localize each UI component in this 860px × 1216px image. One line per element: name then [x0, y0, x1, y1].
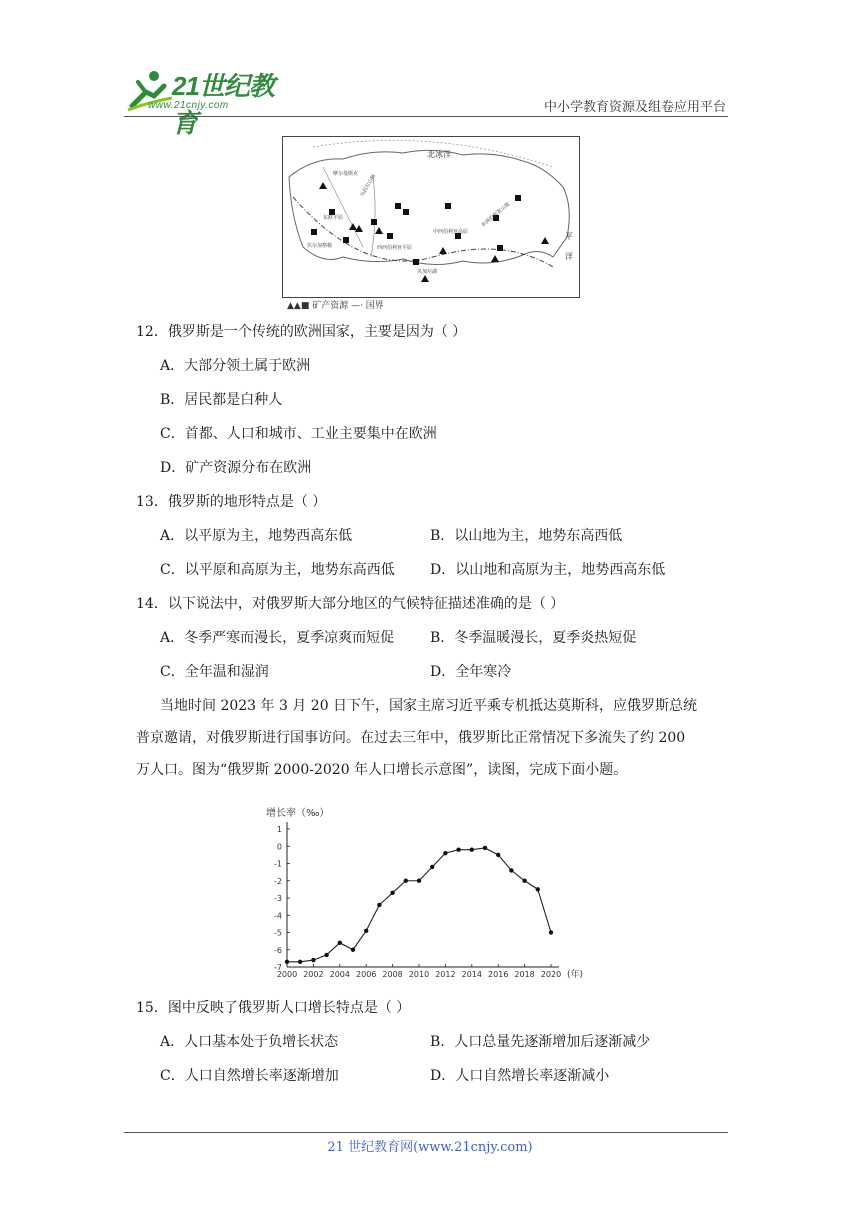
question-13-option-a: A．以平原为主，地势西高东低 — [160, 528, 353, 544]
logo-text: 21世纪教育 — [172, 71, 274, 138]
data-point — [443, 851, 447, 855]
x-tick-label: 2020 — [540, 970, 562, 979]
data-point — [483, 846, 487, 850]
x-tick-label: 2016 — [488, 970, 509, 979]
question-15-option-c: C．人口自然增长率逐渐增加 — [160, 1068, 339, 1084]
y-tick-label: 1 — [276, 825, 282, 834]
map-label-baikal: 贝加尔湖 — [417, 269, 438, 275]
y-tick-label: 0 — [276, 842, 282, 852]
question-13-stem: 13．俄罗斯的地形特点是（ ） — [136, 494, 327, 510]
data-point — [377, 903, 381, 907]
data-point — [549, 930, 553, 934]
question-15-option-d: D．人口自然增长率逐渐减小 — [430, 1068, 610, 1084]
footer-divider — [124, 1132, 728, 1133]
question-12-option-b: B．居民都是白种人 — [160, 392, 283, 408]
data-point — [298, 960, 302, 964]
x-tick-label: 2000 — [276, 970, 298, 979]
map-label-east-siberia: 东西伯利亚山地 — [480, 201, 512, 229]
x-tick-label: 2008 — [382, 970, 403, 979]
map-label-arctic: 北冰洋 — [427, 150, 451, 159]
x-axis-label: (年) — [567, 970, 584, 980]
data-point — [364, 929, 368, 933]
y-tick-label: -1 — [274, 859, 282, 869]
data-point — [285, 960, 289, 964]
platform-tagline: 中小学教育资源及组卷应用平台 — [543, 100, 726, 115]
x-tick-label: 2004 — [329, 970, 350, 979]
logo-url: www.21cnjy.com — [148, 100, 229, 111]
data-point — [536, 887, 540, 891]
question-14-option-c: C．全年温和湿润 — [160, 664, 269, 680]
russia-map-svg — [283, 137, 579, 297]
map-label-pacific-2: 洋 — [565, 252, 573, 261]
data-point — [338, 941, 342, 945]
y-axis-label: 增长率（‰） — [266, 808, 330, 819]
passage-line-3: 万人口。图为“俄罗斯 2000-2020 年人口增长示意图”，读图，完成下面小题。 — [136, 762, 628, 778]
data-point — [496, 853, 500, 857]
data-point — [324, 953, 328, 957]
population-growth-chart — [262, 804, 602, 982]
question-13-option-d: D．以山地和高原为主，地势西高东低 — [430, 562, 666, 578]
site-logo — [124, 66, 294, 138]
question-13-option-c: C．以平原和高原为主，地势东高西低 — [160, 562, 395, 578]
question-14-option-d: D．全年寒冷 — [430, 664, 512, 680]
data-point — [351, 948, 355, 952]
data-point — [522, 879, 526, 883]
mineral-triangle — [319, 182, 327, 189]
x-tick-label: 2012 — [435, 970, 456, 979]
y-tick-label: -2 — [274, 876, 282, 886]
question-12-stem: 12．俄罗斯是一个传统的欧洲国家，主要是因为（ ） — [136, 324, 467, 340]
question-15-stem: 15．图中反映了俄罗斯人口增长特点是（ ） — [136, 1000, 411, 1016]
data-point — [456, 848, 460, 852]
reading-passage — [136, 690, 735, 786]
footer-link[interactable]: 21 世纪教育网(www.21cnjy.com) — [327, 1140, 533, 1155]
growth-rate-line — [287, 848, 551, 962]
x-tick-label: 2006 — [356, 970, 377, 979]
passage-line-1: 当地时间 2023 年 3 月 20 日下午，国家主席习近平乘专机抵达莫斯科，应俄罗斯总统 — [160, 698, 698, 714]
map-label-central-siberia: 中西伯利亚高原 — [433, 229, 469, 235]
question-12-option-c: C．首都、人口和城市、工业主要集中在欧洲 — [160, 426, 437, 442]
data-point — [311, 958, 315, 962]
question-14-option-a: A．冬季严寒而漫长，夏季凉爽而短促 — [160, 630, 395, 646]
y-tick-label: -5 — [274, 928, 282, 938]
data-point — [390, 891, 394, 895]
x-tick-label: 2014 — [461, 970, 482, 979]
question-12-option-a: A．大部分领土属于欧洲 — [160, 358, 311, 374]
question-15-option-a: A．人口基本处于负增长状态 — [160, 1034, 339, 1050]
question-15-option-b: B．人口总量先逐渐增加后逐渐减少 — [430, 1034, 651, 1050]
y-tick-label: -3 — [274, 894, 282, 903]
question-12-option-d: D．矿产资源分布在欧洲 — [160, 460, 312, 476]
map-label-east-europe: 东欧平原 — [323, 215, 344, 221]
map-label-west-siberia: 西西伯利亚平原 — [377, 245, 413, 251]
y-tick-label: -6 — [274, 945, 282, 955]
question-13-option-b: B．以山地为主，地势东高西低 — [430, 528, 623, 544]
map-label-ural: 乌拉尔山脉 — [359, 173, 378, 198]
map-label-murmansk: 摩尔曼斯克 — [333, 171, 359, 177]
y-tick-label: -4 — [274, 911, 282, 921]
map-label-volga: 伏尔加格勒 — [307, 243, 333, 249]
data-point — [417, 879, 421, 883]
question-14-option-b: B．冬季温暖漫长，夏季炎热短促 — [430, 630, 637, 646]
x-tick-label: 2018 — [514, 970, 535, 979]
x-tick-label: 2010 — [408, 970, 430, 979]
map-legend: ▲▲■ 矿产资源 —· 国界 — [287, 301, 384, 311]
y-tick-label: -7 — [274, 963, 282, 972]
data-point — [509, 868, 513, 872]
population-growth-chart-svg — [262, 804, 602, 982]
map-label-pacific-1: 平 — [565, 232, 573, 241]
data-point — [470, 848, 474, 852]
header-divider — [124, 116, 728, 117]
data-point — [430, 865, 434, 869]
data-point — [404, 879, 408, 883]
x-tick-label: 2002 — [303, 970, 324, 979]
passage-line-2: 普京邀请，对俄罗斯进行国事访问。在过去三年中，俄罗斯比正常情况下多流失了约 200 — [136, 730, 686, 746]
russia-map — [282, 136, 580, 298]
question-14-stem: 14．以下说法中，对俄罗斯大部分地区的气候特征描述准确的是（ ） — [136, 596, 565, 612]
